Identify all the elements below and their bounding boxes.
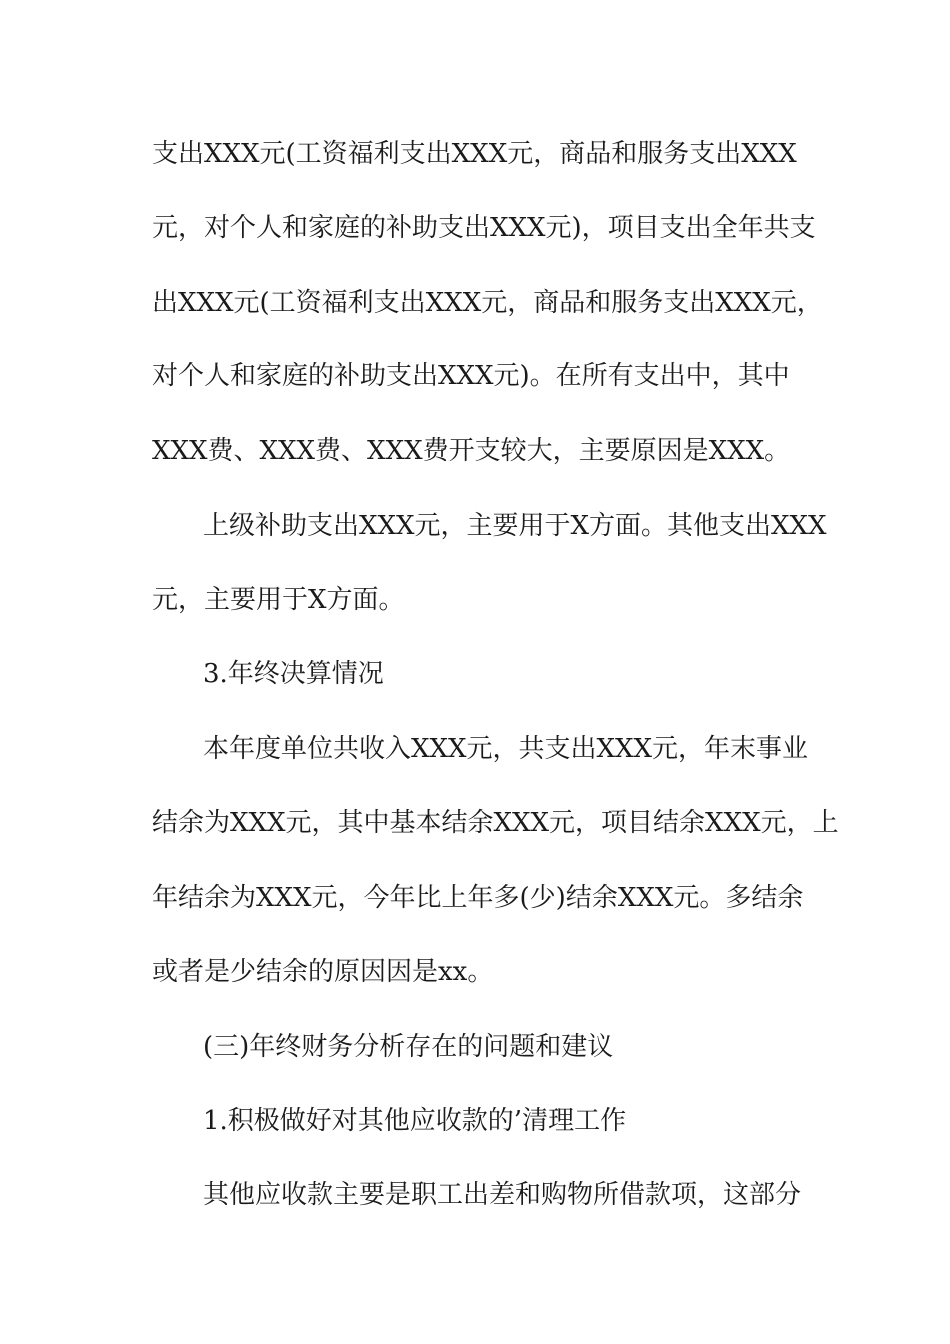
body-text-line: 结余为XXX元，其中基本结余XXX元，项目结余XXX元，上 [152,808,839,838]
body-text-line: 支出XXX元(工资福利支出XXX元，商品和服务支出XXX [152,139,797,169]
body-text-line: 对个人和家庭的补助支出XXX元)。在所有支出中，其中 [152,361,790,391]
body-text-line: 出XXX元(工资福利支出XXX元，商品和服务支出XXX元， [152,288,823,318]
body-text-line: 或者是少结余的原因因是xx。 [152,957,494,987]
section-heading: 3.年终决算情况 [203,659,384,689]
body-text-line: 年结余为XXX元，今年比上年多(少)结余XXX元。多结余 [152,883,804,913]
paragraph-first-line: 上级补助支出XXX元，主要用于X方面。其他支出XXX [203,511,827,541]
section-heading: (三)年终财务分析存在的问题和建议 [203,1032,614,1062]
body-text-line: XXX费、XXX费、XXX费开支较大，主要原因是XXX。 [152,436,791,466]
subsection-heading: 1.积极做好对其他应收款的’清理工作 [203,1106,627,1136]
paragraph-first-line: 本年度单位共收入XXX元，共支出XXX元，年末事业 [203,734,809,764]
body-text-line: 元，主要用于X方面。 [152,585,405,615]
body-text-line: 元，对个人和家庭的补助支出XXX元)，项目支出全年共支 [152,213,816,243]
paragraph-first-line: 其他应收款主要是职工出差和购物所借款项，这部分 [203,1180,802,1210]
